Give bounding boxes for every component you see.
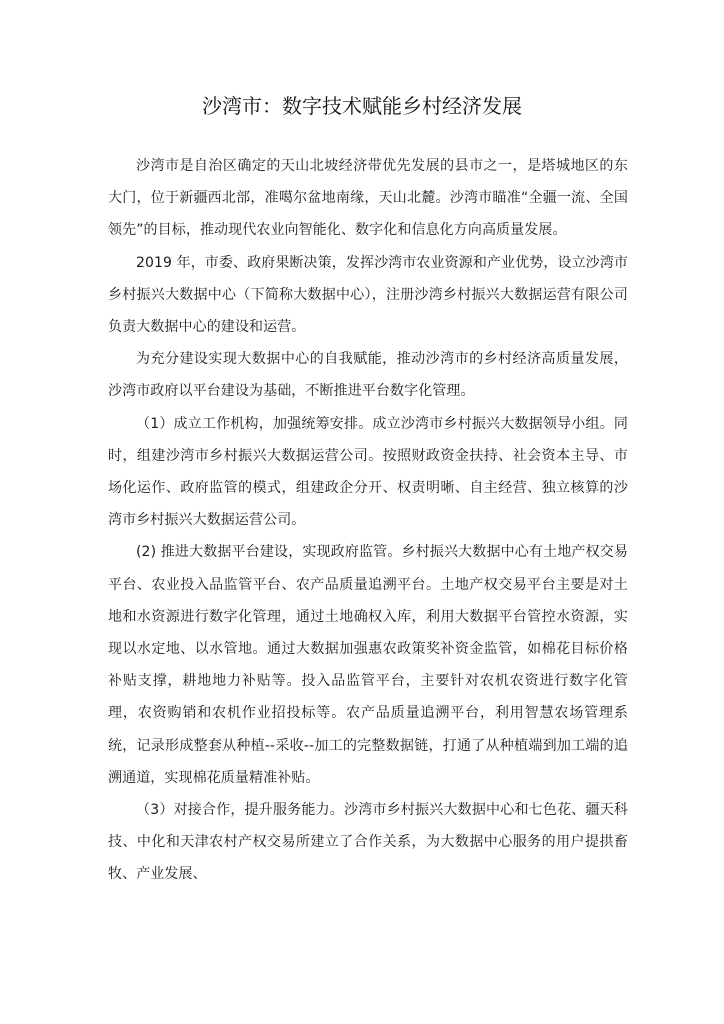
paragraph-item-3: （3）对接合作，提升服务能力。沙湾市乡村振兴大数据中心和七色花、疆天科技、中化和天津农村产权交易所建立了合作关系，为大数据中心服务的用户提拱畜牧、产业发展、 <box>108 802 628 883</box>
paragraph-2019-decision: 2019 年，市委、政府果断决策，发挥沙湾市农业资源和产业优势，设立沙湾市乡村振兴大数据中心（下简称大数据中心），注册沙湾乡村振兴大数据运营有限公司负责大数据中心的建设和运营。 <box>108 254 628 336</box>
paragraph-item-2: (2) 推进大数据平台建设，实现政府监管。乡村振兴大数据中心有土地产权交易平台、农业投入品监管平台、农产品质量追溯平台。土地产权交易平台主要是对土地和水资源进行数字化管理，通过土地确权入库，利用大数据平台管控水资源，实现以水定地、以水管地。通过大数据加强惠农政策奖补资金监管，如棉花目标价格补贴支撑，耕地地力补贴等。投入品监管平台，主要针对农机农资进行数字化管理，农资购销和农机作业招投标等。农产品质量追溯平台，利用智慧农场管理系统，记录形成整套从种植--采收--加工的完整数据链，打通了从种植端到加工端的追溯通道，实现棉花质量精准补贴。 <box>108 544 628 786</box>
document-body <box>108 150 628 891</box>
paragraph-item-1: （1）成立工作机构，加强统筹安排。成立沙湾市乡村振兴大数据领导小组。同时，组建沙湾市乡村振兴大数据运营公司。按照财政资金扶持、社会资本主导、市场化运作、政府监管的模式，组建政企分开、权责明晰、自主经营、独立核算的沙湾市乡村振兴大数据运营公司。 <box>108 415 628 529</box>
paragraph-platform-building: 为充分建设实现大数据中心的自我赋能，推动沙湾市的乡村经济高质量发展，沙湾市政府以平台建设为基础，不断推进平台数字化管理。 <box>108 351 628 400</box>
paragraph-intro: 沙湾市是自治区确定的天山北坡经济带优先发展的县市之一，是塔城地区的东大门，位于新疆西北部，准噶尔盆地南缘，天山北麓。沙湾市瞄准“全疆一流、全国领先”的目标，推动现代农业向智能化、数字化和信息化方向高质量发展。 <box>108 158 628 239</box>
document-title: 沙湾市：数字技术赋能乡村经济发展 <box>202 94 522 118</box>
